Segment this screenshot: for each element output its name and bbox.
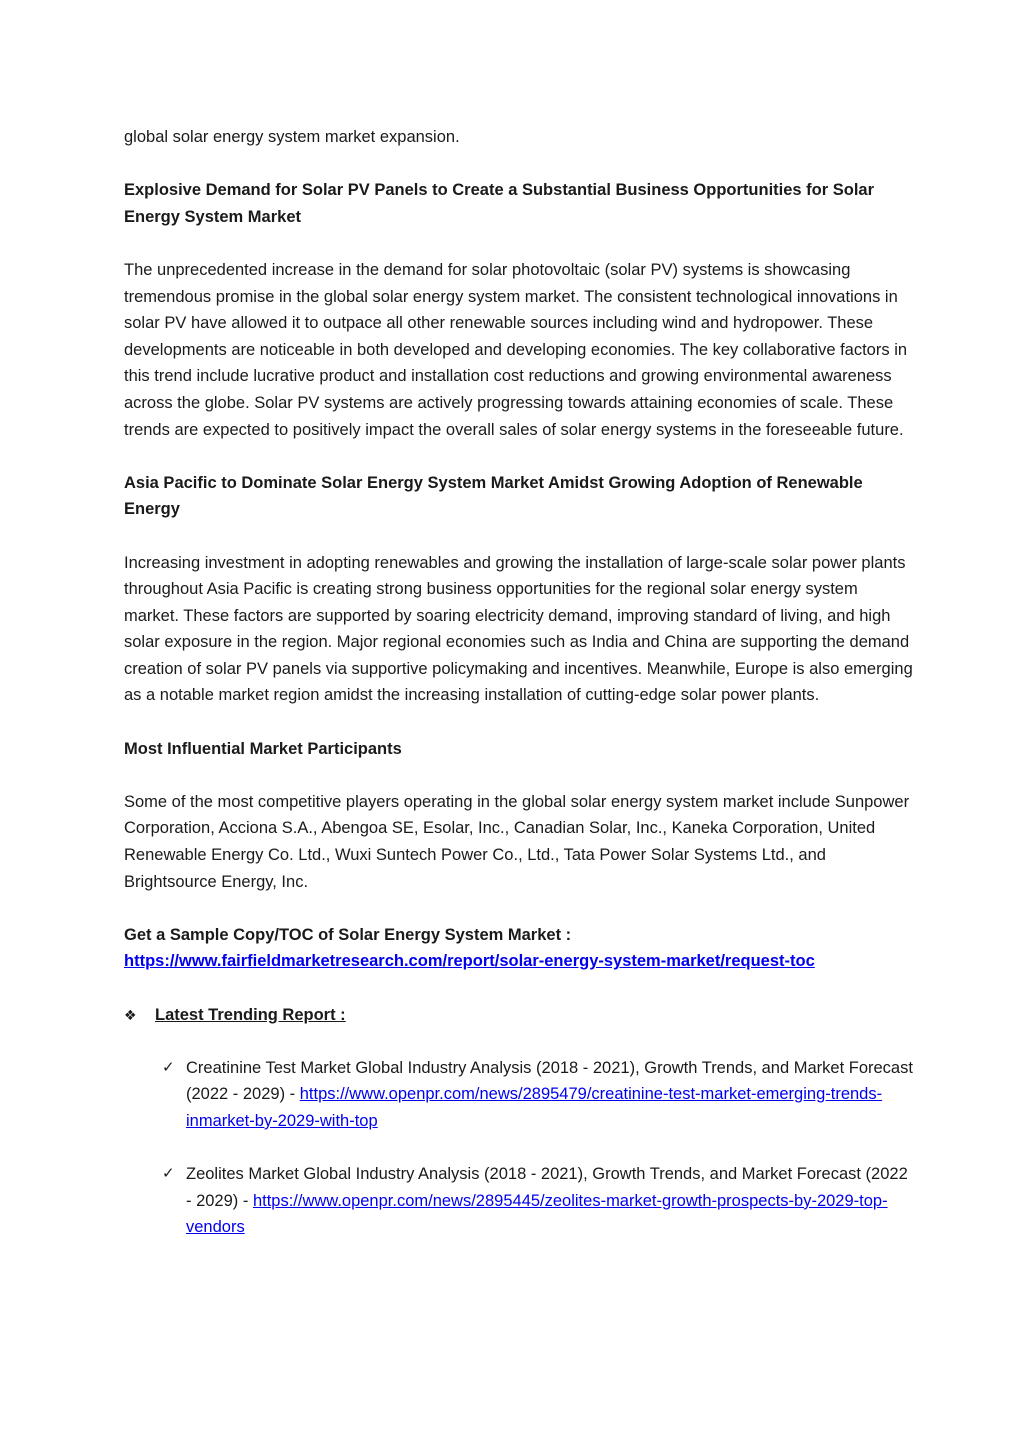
section-heading-solar-pv: Explosive Demand for Solar PV Panels to Create a Substantial Business Opportunities for Solar Energy System Market — [124, 181, 875, 226]
trending-heading — [124, 1002, 914, 1029]
sample-request-label: Get a Sample Copy/TOC of Solar Energy System Market : — [124, 925, 572, 944]
trending-report-text — [186, 1055, 914, 1135]
section-body-participants: Some of the most competitive players operating in the global solar energy system market include Sunpower Corporation, Acciona S.A., Abengoa SE, Esolar, Inc., Canadian Solar, Inc., Kaneka Corporation, United Renewable Energy Co. Ltd., Wuxi Suntech Power Co., Ltd., Tata Power Solar Systems Ltd., and Brightsource Energy, Inc. — [124, 792, 910, 891]
trending-report-link[interactable]: https://www.openpr.com/news/2895445/zeolites-market-growth-prospects-by-2029-top-vendors — [186, 1191, 888, 1237]
trending-report-title: Zeolites Market Global Industry Analysis (2018 - 2021), Growth Trends, and Market Forecast (2022 - 2029) - — [186, 1165, 908, 1210]
sample-request-block — [124, 922, 914, 975]
trending-report-text — [186, 1161, 914, 1241]
trending-title: Latest Trending Report : — [155, 1005, 346, 1024]
checkmark-icon: ✓ — [162, 1058, 175, 1076]
section-body-solar-pv: The unprecedented increase in the demand for solar photovoltaic (solar PV) systems is showcasing tremendous promise in the global solar energy system market. The consistent technological innovations in solar PV have allowed it to outpace all other renewable sources including wind and hydropower. These developments are noticeable in both developed and developing economies. The key collaborative factors in this trend include lucrative product and installation cost reductions and growing environmental awareness across the globe. Solar PV systems are actively progressing towards attaining economies of scale. These trends are expected to positively impact the overall sales of solar energy systems in the foreseeable future. — [124, 260, 908, 439]
list-item — [162, 1161, 914, 1241]
trending-report-title: Creatinine Test Market Global Industry Analysis (2018 - 2021), Growth Trends, and Market Forecast (2022 - 2029) - — [186, 1058, 913, 1104]
list-item — [162, 1055, 914, 1135]
intro-paragraph-tail: global solar energy system market expansion. — [124, 128, 460, 146]
trending-report-link[interactable]: https://www.openpr.com/news/2895479/creatinine-test-market-emerging-trends-inmarket-by-2029-with-top — [186, 1085, 883, 1130]
diamond-bullet-icon: ❖ — [124, 1006, 137, 1023]
section-heading-participants: Most Influential Market Participants — [124, 739, 402, 758]
document-page — [124, 124, 914, 1268]
sample-request-link[interactable]: https://www.fairfieldmarketresearch.com/report/solar-energy-system-market/request-toc — [124, 952, 815, 971]
section-body-asia-pacific: Increasing investment in adopting renewables and growing the installation of large-scale solar power plants throughout Asia Pacific is creating strong business opportunities for the regional solar energy system market. These factors are supported by soaring electricity demand, improving standard of living, and high solar exposure in the region. Major regional economies such as India and China are supporting the demand creation of solar PV panels via supportive policymaking and incentives. Meanwhile, Europe is also emerging as a notable market region amidst the increasing installation of cutting-edge solar power plants. — [124, 553, 913, 705]
section-heading-asia-pacific: Asia Pacific to Dominate Solar Energy System Market Amidst Growing Adoption of Renewable Energy — [124, 473, 863, 519]
trending-report-list — [124, 1055, 914, 1241]
checkmark-icon: ✓ — [162, 1165, 175, 1183]
